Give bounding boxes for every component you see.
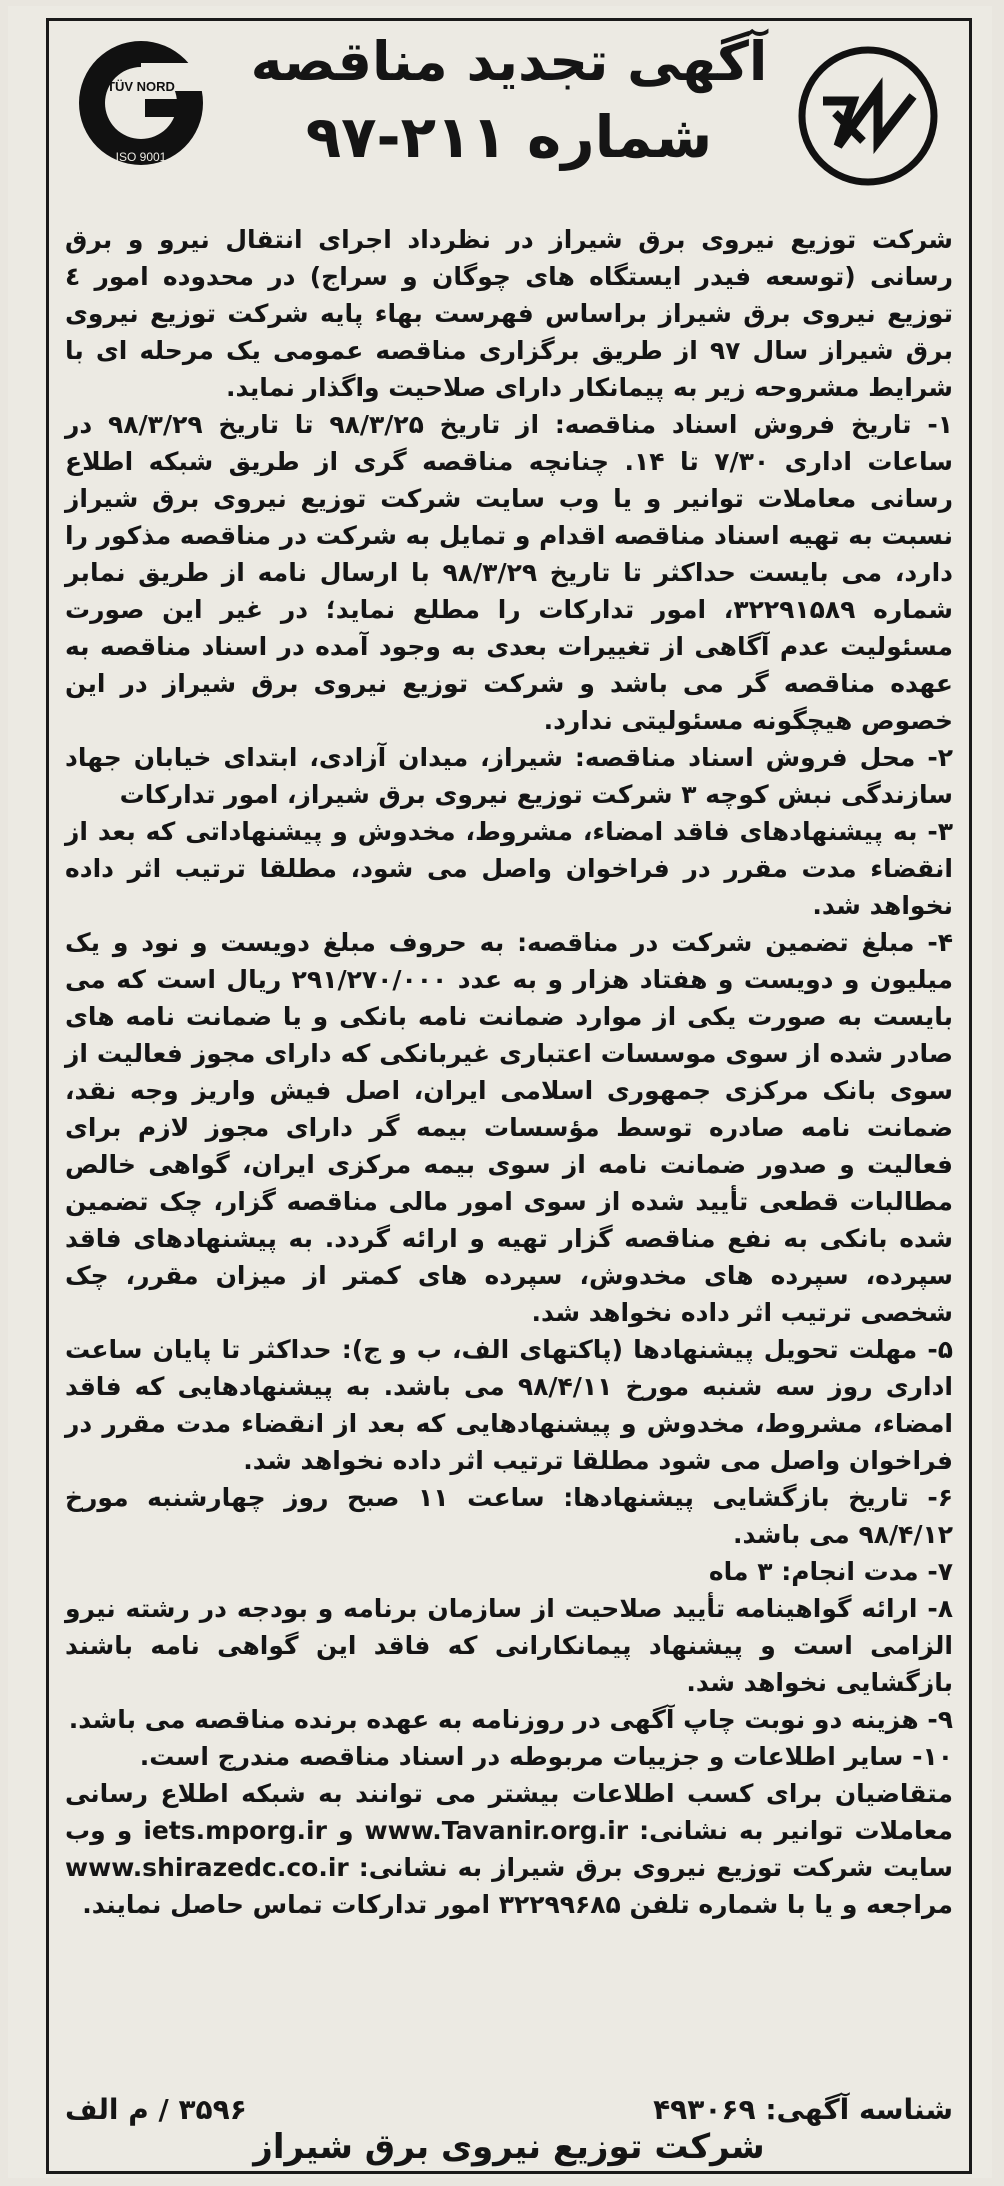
conditions-list [65,406,953,1775]
condition-item [65,1331,953,1479]
condition-heading: ۵- مهلت تحویل پیشنهادها (پاکتهای الف، ب و ج): [341,1335,953,1364]
condition-heading: ۴- مبلغ تضمین شرکت در مناقصه: [517,928,953,957]
condition-heading: ۶- تاریخ بازگشایی پیشنهادها: [563,1483,953,1512]
ad-frame [46,18,972,2174]
condition-heading: ۱- تاریخ فروش اسناد مناقصه: [554,410,953,439]
tuv-iso-logo [75,33,207,173]
intro-paragraph: شرکت توزیع نیروی برق شیراز در نظرداد اجرای انتقال نیرو و برق رسانی (توسعه فیدر ایستگاه های چوگان و سراج) در محدوده امور ٤ توزیع نیروی برق شیراز براساس فهرست بهاء پایه شرکت توزیع نیروی برق شیراز سال ۹۷ از طریق برگزاری مناقصه عمومی یک مرحله ای با شرایط مشروحه زیر به پیمانکار دارای صلاحیت واگذار نماید. [65,225,953,402]
condition-text: به حروف مبلغ دویست و نود و یک میلیون و دویست و هفتاد هزار و به عدد ۲۹۱/۲۷۰/۰۰۰ ریال است که می بایست به صورت یکی از موارد ضمانت نامه بانکی و یا ضمانت نامه های صادر شده از سوی موسسات اعتباری غیربانکی که دارای مجوز فعالیت از سوی بانک مرکزی جمهوری اسلامی ایران، اصل فیش واریز وجه نقد، ضمانت نامه صادره توسط مؤسسات بیمه گر دارای مجوز لازم برای فعالیت و صدور ضمانت نامه از سوی بیمه مرکزی ایران، گواهی خالص مطالبات قطعی تأیید شده از سوی امور مالی مناقصه گزار، چک تضمین شده بانکی به نفع مناقصه گزار تهیه و ارائه گردد. به پیشنهادهای فاقد سپرده، سپرده های مخدوش، سپرده های کمتر از میزان مقرر، چک شخصی ترتیب اثر داده نخواهد شد. [65,928,953,1327]
condition-heading: ۷- مدت انجام: [781,1557,953,1586]
closing-paragraph: متقاضیان برای کسب اطلاعات بیشتر می توانند به شبکه اطلاع رسانی معاملات توانیر به نشانی: www.Tavanir.org.ir و iets.mporg.ir و وب سایت شرکت توزیع نیروی برق شیراز به نشانی: www.shirazedc.co.ir مراجعه و یا با شماره تلفن ۳۲۲۹۹۶۸۵ امور تدارکات تماس حاصل نمایند. [65,1779,954,1919]
condition-item [65,1701,953,1738]
condition-heading: ۲- محل فروش اسناد مناقصه: [574,743,953,772]
ad-id-row [65,2093,953,2127]
condition-text: ساعت ۱۱ صبح روز چهارشنبه مورخ ۹۸/۴/۱۲ می باشد. [65,1483,953,1549]
condition-text: ۸- ارائه گواهینامه تأیید صلاحیت از سازمان برنامه و بودجه در رشته نیرو الزامی است و پیشنهاد پیمانکارانی که فاقد این گواهی نامه باشند بازگشایی نخواهد شد. [65,1594,953,1697]
tavanir-logo [793,41,943,191]
tuv-iso-icon [75,33,207,173]
condition-text: ۳- به پیشنهادهای فاقد امضاء، مشروط، مخدوش و پیشنهاداتی که بعد از انقضاء مدت مقرر در فراخوان واصل می شود، مطلقا ترتیب اثر داده نخواهد شد. [65,817,953,920]
newspaper-page [8,6,992,2178]
condition-text: شیراز، میدان آزادی، ابتدای خیابان جهاد سازندگی نبش کوچه ۳ شرکت توزیع نیروی برق شیراز، امور تدارکات [65,743,953,809]
ad-body [65,221,953,2091]
ad-id: شناسه آگهی: ۴۹۳۰۶۹ [653,2093,953,2126]
tavanir-icon [793,41,943,191]
condition-text: از تاریخ ۹۸/۳/۲۵ تا تاریخ ۹۸/۳/۲۹ در ساعات اداری ۷/۳۰ تا ۱۴. چنانچه مناقصه گری از طریق شبکه اطلاع رسانی معاملات توانیر و یا وب سایت شرکت توزیع نیروی برق شیراز نسبت به تهیه اسناد مناقصه اقدام و تمایل به شرکت در مناقصه مذکور را دارد، می بایست حداکثر تا تاریخ ۹۸/۳/۲۹ با ارسال نامه از طریق نمابر شماره ۳۲۲۹۱۵۸۹، امور تدارکات را مطلع نماید؛ در غیر این صورت مسئولیت عدم آگاهی از تغییرات بعدی به وجود آمده در اسناد مناقصه به عهده مناقصه گر می باشد و شرکت توزیع نیروی برق شیراز در این خصوص هیچگونه مسئولیتی ندارد. [65,410,954,735]
condition-item [65,406,953,739]
ad-code: ۳۵۹۶ / م الف [65,2093,247,2126]
condition-item [65,1479,953,1553]
ad-header [49,21,969,191]
condition-item [65,924,953,1331]
condition-text: حداکثر تا پایان ساعت اداری روز سه شنبه مورخ ۹۸/۴/۱۱ می باشد. به پیشنهادهایی که فاقد امضاء، مشروط، مخدوش و پیشنهادهایی که بعد از انقضاء مدت مقرر در فراخوان واصل می شود مطلقا ترتیب اثر داده نخواهد شد. [65,1335,953,1475]
condition-text: ۳ ماه [708,1557,782,1586]
tuv-text: TÜV NORD [107,79,175,94]
condition-item [65,1590,953,1701]
company-signature: شرکت توزیع نیروی برق شیراز [253,2127,765,2167]
ad-title: آگهی تجدید مناقصه [250,30,768,93]
condition-text: ۹- هزینه دو نوبت چاپ آگهی در روزنامه به عهده برنده مناقصه می باشد. [68,1705,953,1734]
condition-item [65,1553,953,1590]
iso-text: ISO 9001 [115,150,167,164]
condition-text: ۱۰- سایر اطلاعات و جزییات مربوطه در اسناد مناقصه مندرج است. [139,1742,953,1771]
condition-item [65,1738,953,1775]
condition-item [65,813,953,924]
tender-number: شماره ۲۱۱-۹۷ [305,103,713,171]
condition-item [65,739,953,813]
